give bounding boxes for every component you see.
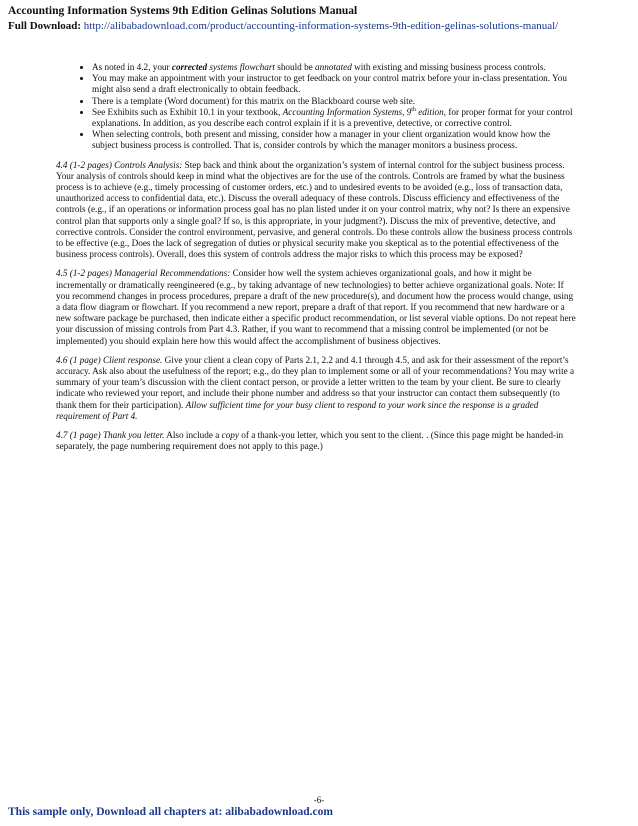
bullet-emphasis: corrected	[171, 62, 208, 72]
section-heading: 4.6 (1 page) Client response.	[56, 354, 163, 365]
section-heading: 4.7 (1 page) Thank you letter.	[56, 430, 165, 441]
page-header	[8, 4, 632, 34]
bullet-emphasis: systems flowchart	[209, 62, 275, 72]
download-line	[8, 19, 632, 34]
section-controls-analysis	[56, 160, 576, 261]
document-body	[56, 62, 576, 461]
section-text: Give your client a clean copy of Parts 2.1, 2.2 and 4.1 through 4.5, and ask for their assessment of the report’s accuracy. Ask also about the usefulness of the report; e.g., do they plan to implement some or all of your recommendations? You may write a summary of your team’s discussion with the client contact person, or provide a letter written to the team by your client. Be sure to clearly indicate who reviewed your report, and include their phone number and address so that your instructor can contact them subsequently (to thank them for their participation).	[56, 354, 575, 410]
section-text: Consider how well the system achieves organizational goals, and how it might be incrementally or dramatically reengineered (e.g., by taking advantage of new technologies) to better achieve organizational goals. Note: If you recommend changes in process procedures, prepare a draft of the new procedure(s), and document how the process would change, using a data flow diagram or flowchart. If you recommend a new report, prepare a draft of that report. If you recommend that new hardware or a new software package be purchased, then indicate either a specific product recommendation, or list several viable options. Do not repeat here your discussion of missing controls from Part 4.3. Rather, if you want to recommend that a missing control be implemented (or not be implemented) you should explain here how this would affect the accomplishment of business objectives.	[56, 268, 576, 346]
section-note: Allow sufficient time for your busy client to respond to your work since the response is a graded requirement of Part 4.	[56, 399, 539, 421]
section-emphasis: copy	[221, 430, 239, 441]
bullet-text: with existing and missing business process controls.	[351, 62, 546, 72]
section-client-response	[56, 355, 576, 422]
download-label: Full Download:	[8, 20, 84, 32]
superscript: th	[411, 106, 416, 113]
list-item: • You may make an appointment with your instructor to get feedback on your control matrix before your in-class presentation. You might also send a draft electronically to obtain feedback.	[92, 73, 576, 95]
list-item	[92, 62, 576, 73]
section-thank-you-letter	[56, 430, 576, 452]
download-link[interactable]: http://alibabadownload.com/product/accounting-information-systems-9th-edition-gelinas-solutions-manual/	[83, 20, 559, 32]
page-number: -6-	[313, 795, 325, 805]
section-text: Step back and think about the organization’s system of internal control for the subject business process. Your analysis of controls should keep in mind what the objectives are for the use of the controls. Controls are framed by what the business process is to achieve (e.g., timely processing of customer orders, etc.) and to undesired events to be avoided (e.g., loss of transaction data, unauthorized access to confidential data, etc.). Discuss the overall adequacy of these controls. Discuss efficiency and effectiveness of the controls (e.g., if an operations or information process goal has no plan listed under it on your control matrix, why not? Is there an expensive control plan that supports only a single goal? If so, is this appropriate, in your judgment?). Discuss the mix of preventive, detective, and corrective controls. Consider the control environment, pervasive, and general controls. Do these controls allow the business process controls to be effective (e.g., Does the lack of segregation of duties or physical security make you skeptical as to the potential effectiveness of the business process controls). Overall, does this system of controls address the major risks to which this process may be exposed?	[56, 159, 573, 260]
section-heading: 4.4 (1-2 pages) Controls Analysis:	[56, 159, 183, 170]
book-title: Accounting Information Systems, 9	[282, 106, 412, 117]
section-managerial-recommendations	[56, 268, 576, 346]
instruction-bullets	[56, 62, 576, 152]
list-item	[92, 107, 576, 129]
bullet-text: As noted in 4.2, your	[92, 62, 172, 72]
book-edition: edition,	[415, 106, 447, 117]
bullet-text: should be	[274, 62, 316, 72]
bullet-text: for proper format for your control explanations. In addition, as you describe each control explain if it is a preventive, detective, or corrective control.	[92, 106, 573, 129]
document-title: Accounting Information Systems 9th Edition Gelinas Solutions Manual	[8, 5, 358, 17]
section-heading: 4.5 (1-2 pages) Managerial Recommendations:	[56, 268, 231, 279]
footer-notice: This sample only, Download all chapters at: alibabadownload.com	[8, 806, 333, 818]
bullet-text: See Exhibits such as Exhibit 10.1 in your textbook,	[92, 106, 283, 117]
list-item: • When selecting controls, both present and missing, consider how a manager in your client organization would know how the subject business process is controlled. That is, consider controls by which the manager monitors a business process.	[92, 129, 576, 151]
bullet-emphasis: annotated	[315, 62, 352, 72]
section-text: of a thank-you letter, which you sent to the client. . (Since this page might be handed-in separately, the page numbering requirement does not apply to this page.)	[56, 430, 564, 452]
section-text: Also include a	[164, 430, 222, 441]
list-item: • There is a template (Word document) for this matrix on the Blackboard course web site.	[92, 96, 576, 107]
